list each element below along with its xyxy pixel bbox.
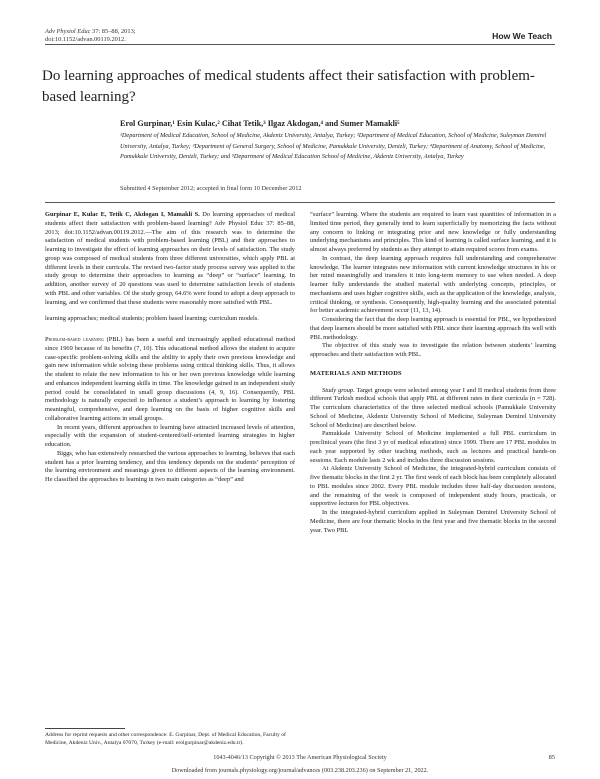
correspondence-footnote: Address for reprint requests and other correspondence: E. Gurpinar, Dept. of Medical Education, Faculty of Medicine, Akdeniz Univ., Antalya 07070, Turkey (e-mail: erolgurpinar@akdeniz.edu.tr).: [45, 732, 286, 746]
body-paragraph-2: In contrast, the deep learning approach requires full understanding and comprehensive knowledge. The learner integrates new information with current knowledge structures in his or her mind meaningfully and transfers it into long-term memory to use when needed. A deep learner fully understands the studied material with underlying concepts, principles, or mechanisms and uses higher cognitive skills, such as the application of the knowledge, analysis, critical thinking, or synthesis. Consequently, high-quality learning and the associated potential for better academic achievement occur (11, 13, 14).: [310, 254, 556, 315]
intro-paragraph-2: In recent years, different approaches to learning have attracted increased levels of attention, especially with the expansion of student-centered/self-oriented learning strategies in higher education.: [45, 423, 295, 448]
body-paragraph-4: The objective of this study was to investigate the relation between students’ learning approaches and their satisfaction with PBL.: [310, 342, 556, 358]
body-paragraph-3: Considering the fact that the deep learning approach is essential for PBL, we hypothesized that deep learners should be more satisfied with PBL since their learning approach fits well with PBL methodology.: [310, 316, 556, 341]
methods-heading: MATERIALS AND METHODS: [310, 369, 402, 377]
body-column-right: [310, 211, 556, 535]
journal-doi: doi:10.1152/advan.00119.2012.: [45, 36, 126, 43]
copyright-line: 1043-4046/13 Copyright © 2013 The American Physiological Society: [213, 754, 387, 761]
author-list: Erol Gurpinar,¹ Esin Kulac,² Cihat Tetik,³ Ilgaz Akdogan,⁴ and Sumer Mamakli⁵: [120, 119, 400, 128]
section-label: How We Teach: [492, 31, 552, 41]
page-number: 85: [548, 754, 555, 761]
abstract-text: Do learning approaches of medical students affect their satisfaction with problem-based learning? Adv Physiol Educ 37: 85–88, 2013; doi:10.1152/advan.00119.2012.—The aim of this research was to determine the satisfaction of medical students with problem-based learning (PBL) and their approaches to learning to investigate the effect of learning approaches on their levels of satisfaction. The study group was composed of medical students from three different universities, which apply PBL at different levels in their curricula. The revised two-factor study process survey was applied to the study group to determine their approaches to learning as “deep” or “surface” learning. In addition, another survey of 20 questions was used to determine satisfaction levels of students with PBL and other variables. Of the study group, 64.6% were found to adopt a deep approach to learning, and we confirmed that these students were reasonably more satisfied with PBL.: [45, 211, 295, 306]
abstract-cite-authors: Gurpinar E, Kulac E, Tetik C, Akdogan I, Mamakli S.: [45, 211, 200, 218]
header-rule: [45, 44, 555, 45]
submission-dates: Submitted 4 September 2012; accepted in final form 10 December 2012: [120, 185, 302, 192]
abstract: [45, 211, 295, 307]
methods-paragraph-4: In the integrated-hybrid curriculum applied in Suleyman Demirel University School of Medicine, there are four thematic blocks in the first year and five thematic blocks in the second year. Two PBL: [310, 509, 556, 534]
journal-name: Adv Physiol Educ: [45, 28, 91, 35]
study-group-text: Target groups were selected among year I and II medical students from three different Turkish medical schools that apply PBL at different rates in their curricula (n = 728). The curriculum characteristics of the three selected medical schools (Pamukkale University School of Medicine, Akdeniz University School of Medicine, Suleyman Demirel University School of Medicine) are described below.: [310, 386, 556, 429]
methods-paragraph-2: Pamukkale University School of Medicine implemented a full PBL curriculum in preclinical years (the first 3 yr of medical education) since 1999. There are 17 PBL modules in each year supported by other teaching methods, such as lectures and practical hands-on sessions. Each module lasts 2 wk and includes three discussion sessions.: [310, 430, 556, 464]
intro-paragraph-3: Biggs, who has extensively researched the various approaches to learning, believes that each student has a prior learning tendency, and this tendency depends on the students’ perception of the learning environment and meanings given to different aspects of the learning environment. He classified the approaches to learning in two main categories as “deep” and: [45, 449, 295, 483]
intro-lead: Problem-based learning: [45, 336, 104, 343]
intro-paragraph-1: [45, 336, 295, 424]
study-group-label: Study group.: [322, 386, 355, 394]
article-title: Do learning approaches of medical students affect their satisfaction with problem-based learning?: [42, 68, 535, 105]
running-header: [45, 28, 136, 44]
download-notice: Downloaded from journals.physiology.org/journal/advances (003.238.203.236) on September 21, 2022.: [171, 767, 429, 774]
journal-citation: 37: 85–88, 2013;: [92, 28, 136, 35]
methods-paragraph-1: [310, 387, 556, 431]
title-rule: [45, 202, 555, 203]
affiliations: ¹Department of Medical Education, School of Medicine, Akdeniz University, Antalya, Turkey; ²Department of Medical Education, School of Medicine, Suleyman Demirel University, Antalya, Turkey; ³Department of General Surgery, School of Medicine, Pamukkale University, Denizli, Turkey; ⁴Department of Anatomy, School of Medicine, Pamukkale University, Denizli, Turkey; and ⁵Department of Medical Education School of Medicine, Akdeniz University, Antalya, Turkey: [120, 132, 547, 161]
keywords: learning approaches; medical students; problem based learning; curriculum models.: [45, 315, 259, 323]
intro-text-1: (PBL) has been a useful and increasingly applied educational method since 1969 because of its benefits (7, 10). This educational method allows the student to acquire case-specific problem-solving skills and the ability to apply their own previous knowledge and gain new information while solving these problems using critical thinking skills. Thus, it allows the student to relate the new information to his or her own previous knowledge while learning and enhances independent learning skills in time. The knowledge gained in an independent study period could be consolidated in small group discussions (4, 9, 16). Consequently, PBL methodology is naturally expected to influence a student’s approach to learning by fostering meaningful, comprehensive, and deep learning on the basis of higher cognitive skills and collaborative learning actions in small groups.: [45, 336, 295, 422]
methods-paragraph-3: At Akdeniz University School of Medicine, the integrated-hybrid curriculum consists of five thematic blocks in the first 2 yr. The first week of each block has been completely allocated to PBL modules since 2002. Every PBL module includes three half-day discussion sessions, and the remaining of the week is composed of independent study hours, practicals, or supportive lectures for PBL objectives.: [310, 465, 556, 508]
abstract-column: [45, 211, 295, 485]
footnote-rule: [45, 728, 125, 729]
body-paragraph-1: “surface” learning. Where the students are required to learn vast quantities of information in a limited time period, they generally tend to learn superficially by memorizing the facts without any concern to linking or integrating prior and new knowledge or fully understanding underlying mechanisms and principles. This kind of learning is called surface learning, and it is almost always preferred by students as they attempt to attain required scores from exams.: [310, 211, 556, 253]
